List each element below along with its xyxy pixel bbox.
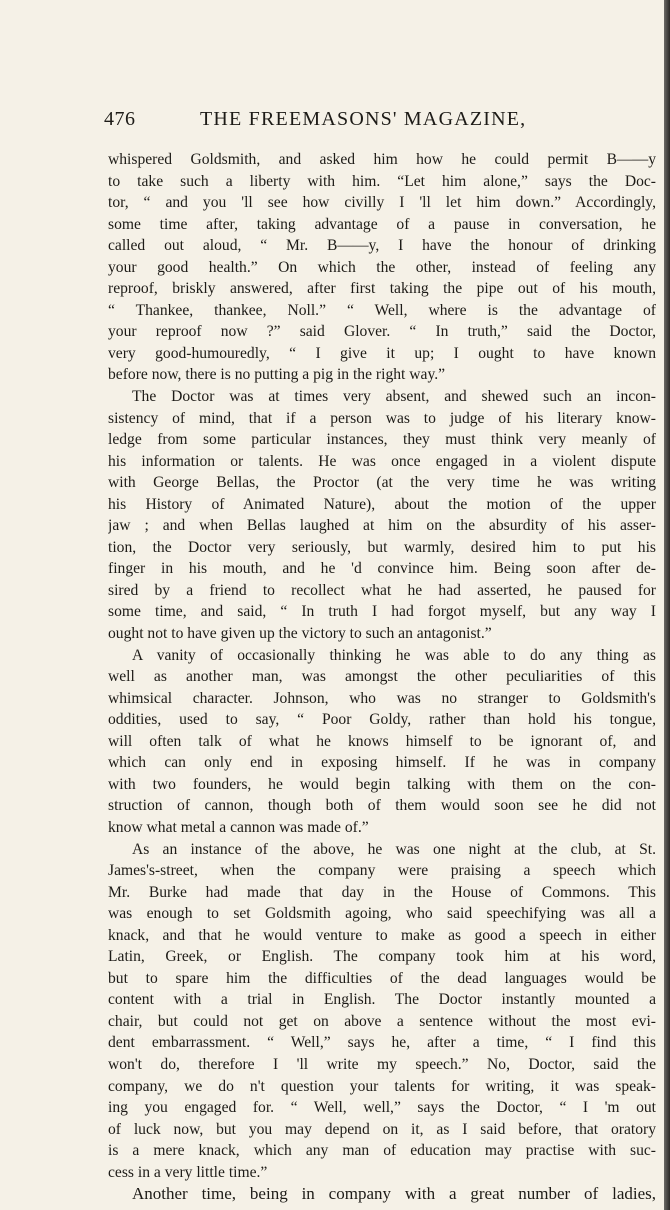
text-line: ledge from some particular instances, they must think very meanly of [108, 431, 656, 449]
text-line: to take such a liberty with him. “Let him alone,” says the Doc- [108, 172, 656, 190]
text-line: As an instance of the above, he was one night at the club, at St. [132, 840, 656, 858]
text-line: called out aloud, “ Mr. B——y, I have the honour of drinking [108, 237, 656, 255]
text-line: “ Thankee, thankee, Noll.” “ Well, where is the advantage of [108, 301, 656, 319]
text-line: which can only end in exposing himself. If he was in company [108, 754, 656, 772]
text-line: oddities, used to say, “ Poor Goldy, rather than hold his tongue, [108, 711, 656, 729]
text-line: finger in his mouth, and he 'd convince him. Being soon after de- [108, 560, 656, 578]
text-line: Another time, being in company with a great number of ladies, [132, 1184, 656, 1204]
running-title: THE FREEMASONS' MAGAZINE, [200, 108, 527, 130]
text-line: knack, and that he would venture to make as good a speech in either [108, 926, 656, 944]
text-line: cess in a very little time.” [108, 1163, 268, 1181]
text-line: whimsical character. Johnson, who was no stranger to Goldsmith's [108, 689, 656, 707]
page-edge-shadow [664, 0, 670, 1210]
text-line: tor, “ and you 'll see how civilly I 'll let him down.” Accordingly, [108, 194, 656, 212]
text-line: with two founders, he would begin talking with them on the con- [108, 775, 656, 793]
text-line: The Doctor was at times very absent, and shewed such an incon- [132, 388, 656, 406]
text-line: is a mere knack, which any man of education may practise with suc- [108, 1142, 656, 1160]
text-line: whispered Goldsmith, and asked him how he could permit B——y [108, 151, 656, 168]
text-line: some time after, taking advantage of a pause in conversation, he [108, 215, 656, 233]
text-line: before now, there is no putting a pig in the right way.” [108, 366, 446, 384]
text-line: but to spare him the difficulties of the dead languages would be [108, 969, 656, 987]
text-line: of luck now, but you may depend on it, as I said before, that oratory [108, 1120, 656, 1138]
text-line: Latin, Greek, or English. The company took him at his word, [108, 948, 656, 966]
text-line: know what metal a cannon was made of.” [108, 818, 369, 836]
text-line: ought not to have given up the victory to such an antagonist.” [108, 625, 492, 643]
text-line: with George Bellas, the Proctor (at the very time he was writing [108, 474, 656, 492]
text-line: his History of Animated Nature), about the motion of the upper [108, 495, 656, 513]
text-line: ing you engaged for. “ Well, well,” says the Doctor, “ I 'm out [108, 1099, 656, 1117]
text-line: sired by a friend to recollect what he had asserted, he paused for [108, 581, 656, 599]
text-line: Mr. Burke had made that day in the House of Commons. This [108, 883, 656, 901]
page-header [104, 108, 656, 134]
text-line: some time, and said, “ In truth I had forgot myself, but any way I [108, 603, 656, 621]
text-line: your reproof now ?” said Glover. “ In truth,” said the Doctor, [108, 323, 656, 341]
text-line: very good-humouredly, “ I give it up; I ought to have known [108, 344, 656, 362]
text-line: jaw ; and when Bellas laughed at him on the absurdity of his asser- [108, 517, 656, 535]
text-line: A vanity of occasionally thinking he was able to do any thing as [132, 646, 656, 664]
text-line: dent embarrassment. “ Well,” says he, after a time, “ I find this [108, 1034, 656, 1052]
text-line: his information or talents. He was once engaged in a violent dispute [108, 452, 656, 470]
text-line: tion, the Doctor very seriously, but warmly, desired him to put his [108, 538, 656, 556]
text-line: James's-street, when the company were praising a speech which [108, 862, 656, 880]
text-line: won't do, therefore I 'll write my speech.” No, Doctor, said the [108, 1055, 656, 1073]
text-line: struction of cannon, though both of them would soon see he did not [108, 797, 656, 815]
text-line: will often talk of what he knows himself to be ignorant of, and [108, 732, 656, 750]
text-line: well as another man, was amongst the other peculiarities of this [108, 668, 656, 686]
text-line: chair, but could not get on above a sentence without the most evi- [108, 1012, 656, 1030]
text-line: your good health.” On which the other, instead of feeling any [108, 258, 656, 276]
text-line: sistency of mind, that if a person was to judge of his literary know- [108, 409, 656, 427]
article-body [108, 149, 656, 1205]
text-line: content with a trial in English. The Doctor instantly mounted a [108, 991, 656, 1009]
text-line: reproof, briskly answered, after first taking the pipe out of his mouth, [108, 280, 656, 298]
page-number: 476 [104, 108, 136, 130]
text-line: company, we do n't question your talents for writing, it was speak- [108, 1077, 656, 1095]
text-line: was enough to set Goldsmith agoing, who said speechifying was all a [108, 905, 656, 923]
